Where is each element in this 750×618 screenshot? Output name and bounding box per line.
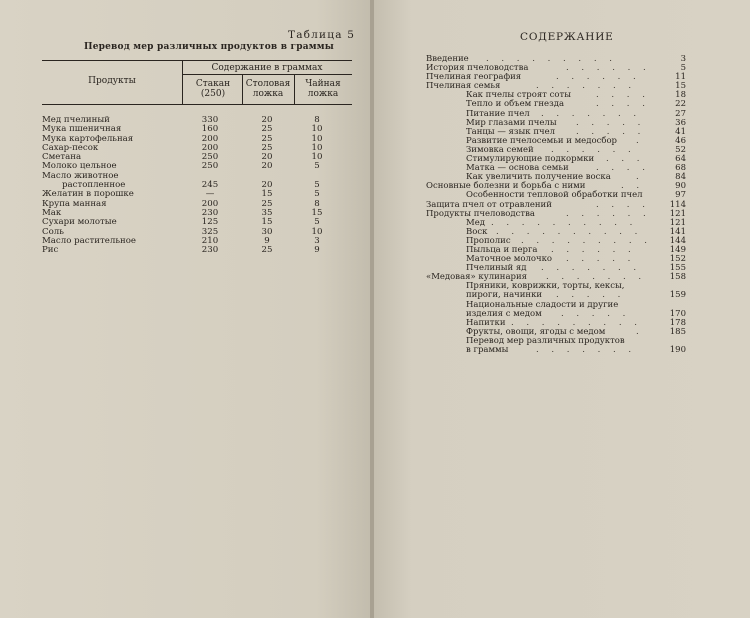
toc-entry-title: Напитки — [466, 317, 506, 328]
toc-entry-page: 144 — [669, 235, 686, 246]
product-name: Масло растительное — [42, 235, 136, 246]
header-sub-rule — [182, 74, 352, 75]
header-teaspoon: Чайная ложка — [305, 79, 341, 99]
table-row — [42, 200, 352, 209]
dot-leader: . . . . . . . — [536, 81, 637, 92]
tablespoon-value: 20 — [261, 115, 273, 125]
table-row — [42, 144, 352, 153]
dot-leader: . . . . . — [566, 254, 636, 265]
tablespoon-value: 20 — [261, 152, 273, 163]
toc-entry-page: 121 — [669, 208, 686, 219]
toc-entry-page: 64 — [675, 154, 686, 165]
toc-entry-page: 84 — [675, 172, 686, 183]
toc-entry-page: 27 — [675, 108, 686, 119]
glass-value: 210 — [201, 235, 219, 246]
toc-entry-title: в граммы — [466, 345, 509, 355]
toc-entry-title: Воск — [466, 226, 488, 237]
glass-value: 200 — [201, 198, 219, 209]
dot-leader: . . . . . . — [566, 63, 651, 74]
toc-entry-title: Пыльца и перга — [466, 244, 538, 255]
dot-leader: . . . . . . . — [541, 263, 642, 274]
product-name: Мед пчелиный — [42, 115, 110, 125]
toc-entry-title: Развитие пчелосемьи и медосбор — [466, 135, 617, 146]
glass-value: 230 — [201, 207, 219, 218]
toc-entry-page: 46 — [675, 135, 686, 146]
teaspoon-value: 5 — [314, 180, 320, 191]
toc-entry-title: Мед — [466, 217, 485, 228]
product-name: Мука картофельная — [42, 133, 134, 144]
glass-value: 200 — [201, 133, 219, 144]
toc-entry-title: пироги, начинки — [466, 290, 543, 301]
toc-entry-title: Защита пчел от отравлений — [426, 199, 552, 210]
dot-leader: . . . . — [596, 199, 650, 210]
toc-entry-page: 121 — [669, 217, 686, 228]
header-tablespoon: Столовая ложка — [245, 79, 291, 99]
toc-entry-page: 36 — [675, 117, 686, 128]
table-row — [42, 246, 352, 255]
toc-entry-title: Пчелиная семья — [426, 81, 501, 92]
toc-entry-page: 185 — [669, 326, 686, 337]
toc-entry-page: 97 — [675, 190, 686, 201]
toc-entry-title: История пчеловодства — [426, 63, 529, 74]
toc-entry-title: Маточное молочко — [466, 254, 553, 265]
product-name: Сметана — [42, 152, 82, 163]
teaspoon-value: 10 — [311, 124, 323, 135]
teaspoon-value: 15 — [311, 207, 323, 218]
product-name: Желатин в порошке — [42, 189, 134, 200]
toc-entry-page: 11 — [675, 72, 686, 83]
toc-entry-title: Национальные сладости и другие — [466, 299, 619, 310]
dot-leader: . — [636, 172, 644, 183]
toc-entry-title: Как пчелы строят соты — [466, 90, 571, 101]
glass-value: 330 — [201, 115, 219, 125]
dot-leader: . . . . . — [561, 308, 631, 319]
toc-entry-page: 152 — [669, 254, 686, 265]
header-divider — [294, 74, 295, 104]
dot-leader: . . . . . . . — [546, 272, 647, 283]
tablespoon-value: 20 — [261, 161, 273, 172]
glass-value: 325 — [201, 226, 219, 237]
header-content: Содержание в граммах — [211, 63, 323, 73]
teaspoon-value: 3 — [314, 235, 320, 246]
toc-entry-title: Пчелиная география — [426, 72, 522, 83]
teaspoon-value: 5 — [314, 189, 320, 200]
toc-entry-page: 149 — [669, 244, 686, 255]
dot-leader: . . . . . . — [551, 144, 636, 155]
tablespoon-value: 15 — [261, 217, 273, 228]
tablespoon-value: 25 — [261, 124, 273, 135]
teaspoon-value: 5 — [314, 217, 320, 228]
toc-entry-title: Питание пчел — [466, 108, 530, 119]
product-name: Рис — [42, 245, 59, 256]
dot-leader: . . . . . . . . . — [521, 235, 652, 246]
toc-entry-page: 155 — [669, 263, 686, 274]
toc-entry-title: Танцы — язык пчел — [466, 126, 556, 137]
toc-entry-page: 22 — [675, 99, 686, 110]
toc-entry-title: Основные болезни и борьба с ними — [426, 181, 586, 192]
toc-entry-title: изделия с медом — [466, 308, 542, 319]
toc-entry — [426, 246, 686, 255]
table-top-rule — [42, 60, 352, 61]
toc-entry-title: Матка — основа семьи — [466, 163, 569, 174]
glass-value: 250 — [201, 152, 219, 163]
teaspoon-value: 10 — [311, 142, 323, 153]
dot-leader: . — [636, 326, 644, 337]
table-row — [42, 218, 352, 227]
dot-leader: . . . . . . — [566, 208, 651, 219]
dot-leader: . — [636, 135, 644, 146]
teaspoon-value: 8 — [314, 115, 320, 125]
toc-entry-title: Как увеличить получение воска — [466, 172, 611, 183]
dot-leader: . . . . . — [556, 290, 626, 301]
teaspoon-value: 5 — [314, 161, 320, 172]
table-title: Перевод мер различных продуктов в граммы — [84, 42, 334, 52]
glass-value: 160 — [201, 124, 219, 135]
glass-value: 230 — [201, 245, 219, 256]
toc-entry-page: 114 — [669, 199, 686, 210]
dot-leader: . . . . . — [576, 126, 646, 137]
glass-value: 200 — [201, 142, 219, 153]
dot-leader: . . . . . . . . . . — [496, 226, 643, 237]
tablespoon-value: 15 — [261, 189, 273, 200]
table-number: Таблица 5 — [288, 29, 356, 41]
dot-leader: . . . . . . — [556, 72, 641, 83]
toc-entry-title: «Медовая» кулинария — [426, 272, 527, 283]
tablespoon-value: 25 — [261, 133, 273, 144]
tablespoon-value: 20 — [261, 180, 273, 191]
toc-entry-page: 18 — [675, 90, 686, 101]
table-body — [42, 116, 352, 255]
toc-entry-title: Пчелиный яд — [466, 263, 527, 274]
teaspoon-value: 10 — [311, 226, 323, 237]
header-glass: Стакан (250) — [195, 79, 231, 99]
teaspoon-value: 10 — [311, 133, 323, 144]
toc-entry-title: Введение — [426, 54, 469, 64]
toc-entry-title: Стимулирующие подкормки — [466, 154, 595, 165]
toc-entry-page: 41 — [675, 126, 686, 137]
product-name: Сухари молотые — [42, 217, 117, 228]
toc-entry-page: 68 — [675, 163, 686, 174]
toc-entry-title: Фрукты, овощи, ягоды с медом — [466, 326, 606, 337]
toc-entry-page: 159 — [669, 290, 686, 301]
product-name: Крупа манная — [42, 198, 107, 209]
toc-entry-title: Тепло и объем гнезда — [466, 99, 565, 110]
toc-entry-page: 15 — [675, 81, 686, 92]
dot-leader: . . . . . — [576, 117, 646, 128]
dot-leader: . . . . . . . . . — [486, 54, 617, 64]
product-name: Молоко цельное — [42, 161, 117, 172]
toc-entry-page: 158 — [669, 272, 686, 283]
toc-entry — [426, 119, 686, 128]
toc-entry-title: Пряники, коврижки, торты, кексы, — [466, 281, 625, 292]
toc-entry-title: Продукты пчеловодства — [426, 208, 535, 219]
toc-entry-page: 3 — [680, 54, 686, 64]
glass-value: 250 — [201, 161, 219, 172]
tablespoon-value: 25 — [261, 198, 273, 209]
dot-leader: . . . . — [596, 99, 650, 110]
toc-entry — [426, 346, 686, 355]
dot-leader: . . . . — [596, 90, 650, 101]
toc-entry-page: 5 — [680, 63, 686, 74]
dot-leader: . . — [621, 181, 645, 192]
product-name: Соль — [42, 226, 64, 237]
header-divider — [242, 74, 243, 104]
product-name: Масло животное — [42, 170, 119, 181]
toc-entry-page: 170 — [669, 308, 686, 319]
toc-entry-title: Мир глазами пчелы — [466, 117, 557, 128]
toc-entry-page: 52 — [675, 144, 686, 155]
dot-leader: . . . — [606, 154, 645, 165]
table-of-contents — [426, 55, 686, 355]
product-name: растопленное — [62, 180, 126, 191]
toc-entry-page: 178 — [669, 317, 686, 328]
table-row — [42, 237, 352, 246]
product-name: Мука пшеничная — [42, 124, 122, 135]
toc-entry-title: Перевод мер различных продуктов — [466, 335, 625, 346]
header-bottom-rule — [42, 104, 352, 105]
teaspoon-value: 8 — [314, 198, 320, 209]
dot-leader: . . . . . . . — [541, 108, 642, 119]
glass-value: 245 — [201, 180, 219, 191]
toc-entry-page: 190 — [669, 345, 686, 355]
glass-value: 125 — [201, 217, 219, 228]
tablespoon-value: 25 — [261, 245, 273, 256]
product-name: Сахар-песок — [42, 142, 99, 153]
tablespoon-value: 30 — [261, 226, 273, 237]
toc-entry-title: Прополис — [466, 235, 511, 246]
dot-leader: . . . . . . . . . — [511, 317, 642, 328]
tablespoon-value: 35 — [261, 207, 273, 218]
contents-title: СОДЕРЖАНИЕ — [520, 31, 614, 43]
dot-leader: . . . . . . . . . . — [491, 217, 638, 228]
toc-entry — [426, 301, 686, 310]
tablespoon-value: 25 — [261, 142, 273, 153]
teaspoon-value: 10 — [311, 152, 323, 163]
dot-leader: . . . . . . — [551, 244, 636, 255]
toc-entry-title: Особенности тепловой обработки пчел — [466, 190, 643, 201]
toc-entry-title: Зимовка семей — [466, 144, 534, 155]
toc-entry-page: 141 — [669, 226, 686, 237]
dot-leader: . . . . — [596, 163, 650, 174]
tablespoon-value: 9 — [264, 235, 270, 246]
glass-value: — — [205, 189, 215, 200]
teaspoon-value: 9 — [314, 245, 320, 256]
toc-entry-page: 90 — [675, 181, 686, 192]
dot-leader: . . . . . . . — [536, 345, 637, 355]
product-name: Мак — [42, 207, 62, 218]
header-product: Продукты — [88, 76, 136, 86]
